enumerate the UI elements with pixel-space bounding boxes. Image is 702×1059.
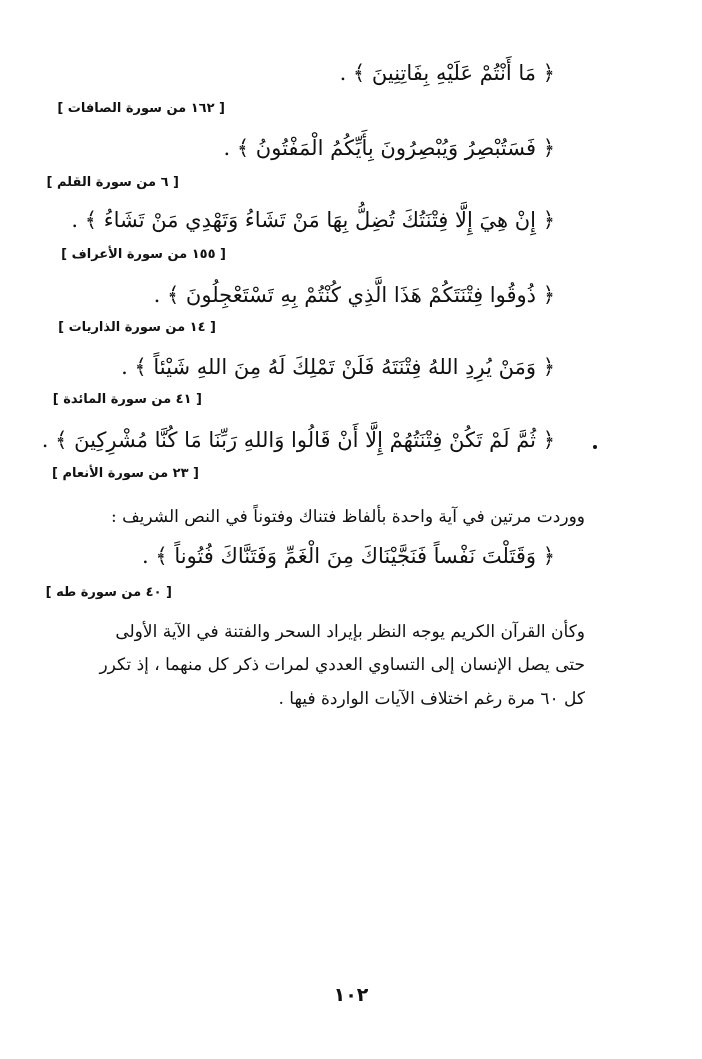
verse-line: ﴿ مَا أَنْتُمْ عَلَيْهِ بِفَاتِنِينَ ﴾ . [339,61,555,85]
verse-line: ﴿ إِنْ هِيَ إِلَّا فِتْنَتُكَ تُضِلُّ بِهَا مَنْ تَشَاءُ وَتَهْدِي مَنْ تَشَاءُ ﴾ . [71,208,555,232]
surah-reference: [ ١٥٥ من سورة الأعراف ] [61,247,226,262]
closing-paragraph-line: كل ٦٠ مرة رغم اختلاف الآيات الواردة فيها . [278,689,585,709]
intro-paragraph: ووردت مرتين في آية واحدة بألفاظ فتناك وفتوناً في النص الشريف : [110,507,585,527]
verse-line: ﴿ ثُمَّ لَمْ تَكُنْ فِتْنَتُهُمْ إِلَّا أَنْ قَالُوا وَاللهِ رَبِّنَا مَا كُنَّا مُشْرِكِينَ ﴾ . [41,428,555,452]
closing-paragraph-line: حتى يصل الإنسان إلى التساوي العددي لمرات ذكر كل منهما ، إذ تكرر [99,655,585,675]
surah-reference: [ ١٦٢ من سورة الصافات ] [57,101,225,116]
stray-dot [593,445,597,449]
closing-paragraph-line: وكأن القرآن الكريم يوجه النظر بإيراد السحر والفتنة في الآية الأولى [115,622,585,642]
verse-line: ﴿ فَسَتُبْصِرُ وَيُبْصِرُونَ بِأَيِّكُمُ الْمَفْتُونُ ﴾ . [223,136,555,160]
page-number: ١٠٢ [333,984,369,1006]
surah-reference: [ ٤١ من سورة المائدة ] [52,392,202,407]
verse-line: ﴿ وَقَتَلْتَ نَفْساً فَنَجَّيْنَاكَ مِنَ الْغَمِّ وَفَتَنَّاكَ فُتُوناً ﴾ . [142,544,555,568]
verse-line: ﴿ ذُوقُوا فِتْنَتَكُمْ هَذَا الَّذِي كُنْتُمْ بِهِ تَسْتَعْجِلُونَ ﴾ . [153,283,555,307]
surah-reference: [ ٢٣ من سورة الأنعام ] [52,466,199,481]
surah-reference: [ ٤٠ من سورة طه ] [45,585,172,600]
surah-reference: [ ١٤ من سورة الذاريات ] [58,320,216,335]
surah-reference: [ ٦ من سورة القلم ] [46,175,179,190]
verse-line: ﴿ وَمَنْ يُرِدِ اللهُ فِتْنَتَهُ فَلَنْ تَمْلِكَ لَهُ مِنَ اللهِ شَيْئاً ﴾ . [121,355,555,379]
